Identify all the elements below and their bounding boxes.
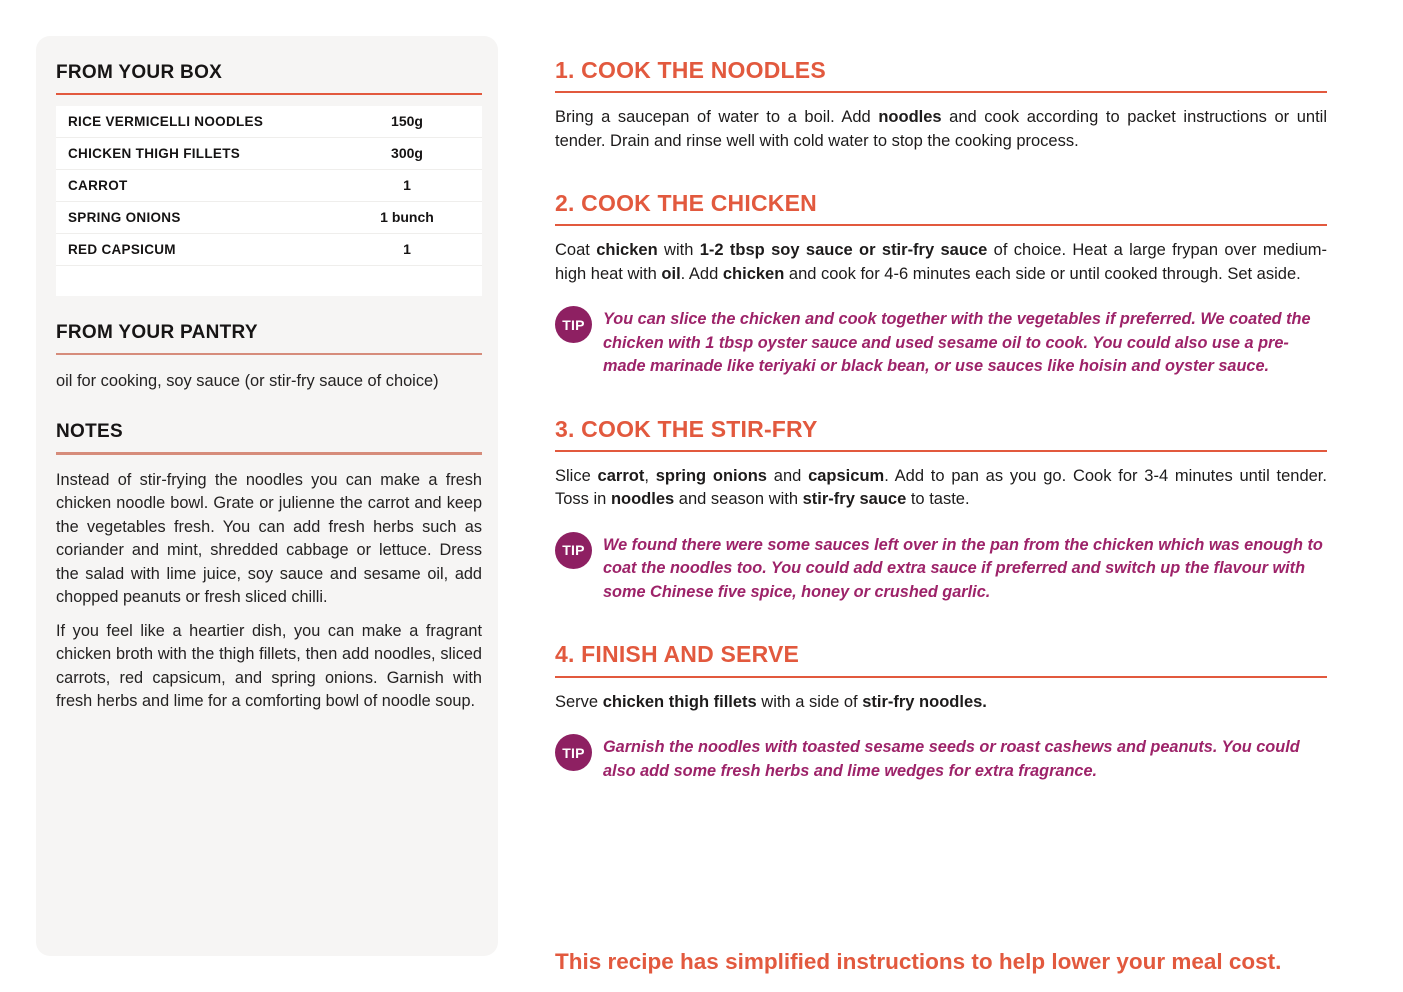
steps-container — [555, 58, 1327, 783]
ingredients-sidebar — [36, 36, 498, 956]
ingredient-row-empty — [56, 266, 482, 296]
step-section — [555, 417, 1327, 605]
step-body: Coat chicken with 1-2 tbsp soy sauce or stir-fry sauce of choice. Heat a large frypan over medium-high heat with oil. Add chicken and cook for 4-6 minutes each side or until cooked through. Set aside. — [555, 241, 1328, 283]
notes-title: NOTES — [56, 421, 123, 443]
tip-text: Garnish the noodles with toasted sesame seeds or roast cashews and peanuts. You could also add some fresh herbs and lime wedges for extra fragrance. — [603, 738, 1300, 780]
tip — [555, 734, 1327, 783]
notes-paragraph: Instead of stir-frying the noodles you can make a fresh chicken noodle bowl. Grate or julienne the carrot and keep the vegetables fresh. You can add fresh herbs such as coriander and mint, shredded cabbage or lettuce. Dress the salad with lime juice, soy sauce and sesame oil, add chopped peanuts or fresh sliced chilli. — [56, 470, 482, 606]
ingredient-name: CARROT — [68, 177, 128, 193]
ingredient-qty: 1 bunch — [380, 209, 434, 226]
step-body: Serve chicken thigh fillets with a side of stir-fry noodles. — [555, 692, 987, 711]
step-title-rule — [555, 676, 1327, 678]
step-section — [555, 642, 1327, 783]
ingredient-row — [56, 202, 482, 234]
step-title: 1. COOK THE NOODLES — [555, 57, 826, 83]
ingredient-row — [56, 138, 482, 170]
box-table — [56, 106, 482, 296]
step-title-rule — [555, 224, 1327, 226]
ingredient-name: CHICKEN THIGH FILLETS — [68, 145, 241, 161]
ingredient-row — [56, 170, 482, 202]
pantry-text: oil for cooking, soy sauce (or stir-fry sauce of choice) — [56, 372, 439, 391]
ingredient-name: RED CAPSICUM — [68, 241, 176, 257]
step-title: 3. COOK THE STIR-FRY — [555, 415, 818, 442]
tip — [555, 306, 1327, 379]
tip-badge: TIP — [555, 734, 592, 771]
ingredient-qty: 1 — [403, 177, 411, 194]
tip — [555, 532, 1327, 605]
instructions-column — [555, 57, 1328, 974]
tip-badge: TIP — [555, 306, 592, 343]
ingredient-name: SPRING ONIONS — [68, 209, 181, 225]
step-title-rule — [555, 450, 1327, 452]
step-section — [555, 58, 1327, 153]
tip-text: You can slice the chicken and cook together with the vegetables if preferred. We coated the chicken with 1 tbsp oyster sauce and used sesame oil to cook. You could also use a pre-made marinade like teriyaki or black bean, or use sauces like hoisin and oyster sauce. — [603, 310, 1311, 376]
tip-text: We found there were some sauces left over in the pan from the chicken which was enough to coat the noodles too. You could add extra sauce if preferred and switch up the flavour with some Chinese five spice, honey or crushed garlic. — [603, 535, 1323, 601]
ingredient-name: RICE VERMICELLI NOODLES — [68, 113, 264, 129]
ingredient-row — [56, 106, 482, 138]
pantry-title-rule — [56, 353, 482, 356]
notes-paragraph: If you feel like a heartier dish, you can make a fragrant chicken broth with the thigh fillets, then add noodles, sliced carrots, red capsicum, and spring onions. Garnish with fresh herbs and lime for a comforting bowl of noodle soup. — [56, 621, 482, 710]
step-section — [555, 191, 1327, 379]
step-title: 2. COOK THE CHICKEN — [555, 190, 817, 217]
box-title-rule — [56, 93, 482, 95]
tip-badge: TIP — [555, 532, 592, 569]
footer-note: This recipe has simplified instructions to help lower your meal cost. — [555, 948, 1282, 974]
ingredient-row — [56, 234, 482, 266]
ingredient-qty: 1 — [403, 241, 411, 258]
step-body: Bring a saucepan of water to a boil. Add noodles and cook according to packet instructions or until tender. Drain and rinse well with cold water to stop the cooking process. — [555, 108, 1327, 150]
step-body: Slice carrot, spring onions and capsicum. Add to pan as you go. Cook for 3-4 minutes until tender. Toss in noodles and season with stir-fry sauce to taste. — [555, 466, 1327, 509]
step-title: 4. FINISH AND SERVE — [555, 641, 800, 668]
ingredient-qty: 300g — [391, 145, 423, 162]
pantry-title: FROM YOUR PANTRY — [56, 321, 258, 343]
ingredient-qty: 150g — [391, 113, 423, 130]
step-title-rule — [555, 91, 1327, 93]
box-title: FROM YOUR BOX — [56, 62, 223, 83]
notes-title-rule — [56, 452, 482, 455]
